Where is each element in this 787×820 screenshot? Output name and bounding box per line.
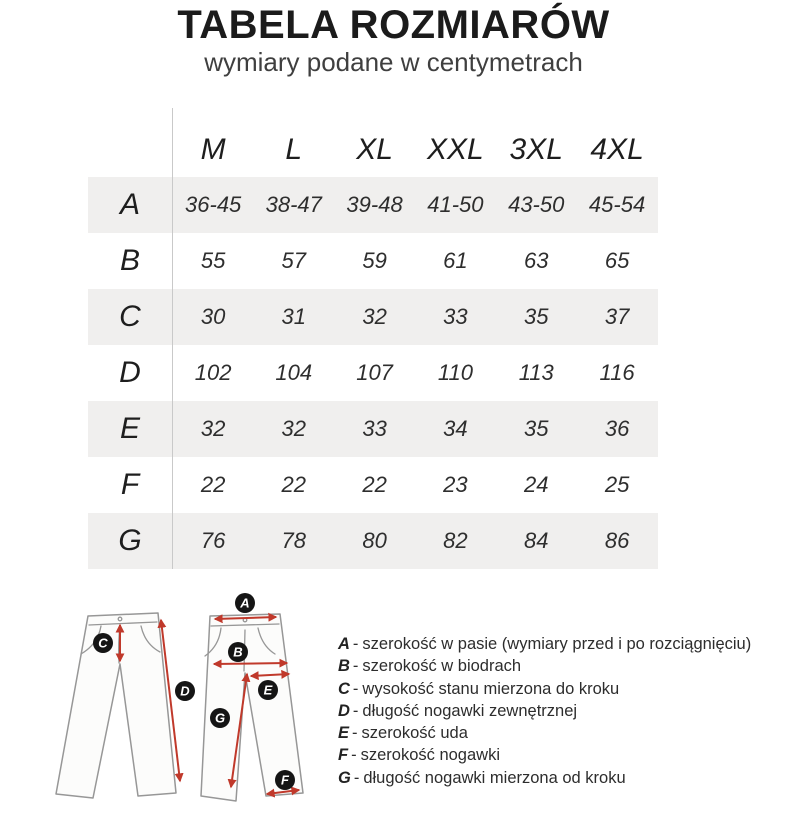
table-header-row [88,108,658,177]
size-cell: 35 [523,304,549,329]
size-cell: 36 [604,416,630,441]
badge-b: B [233,644,243,660]
row-label-g: G [118,524,142,557]
legend-letter: G [338,768,351,787]
legend-text: szerokość nogawki [360,746,500,765]
size-cell: 24 [523,472,549,497]
legend-text: wysokość stanu mierzona do kroku [362,679,620,698]
size-cell: 25 [604,472,630,497]
size-cell: 104 [275,360,313,385]
size-cell: 82 [443,528,468,553]
row-label-b: B [119,244,140,277]
measure-arrow-b [214,663,287,664]
size-cell: 78 [281,528,306,553]
legend-item-b [338,655,751,677]
column-header-l: L [285,133,303,166]
badge-g: G [214,710,226,726]
legend-separator: - [352,724,358,743]
legend-text: szerokość uda [361,724,468,743]
measurement-legend [338,633,751,789]
size-cell: 23 [443,472,468,497]
size-cell: 22 [362,472,387,497]
size-cell: 39-48 [346,192,403,217]
legend-separator: - [352,635,359,653]
row-label-f: F [120,468,140,501]
pants-measurement-diagram [53,586,345,818]
legend-text: długość nogawki zewnętrznej [362,701,578,720]
legend-letter: D [338,701,350,720]
size-cell: 35 [523,416,549,441]
legend-text: szerokość w pasie (wymiary przed i po rozciągnięciu) [362,635,752,653]
size-cell: 45-54 [588,192,646,217]
legend-item-g [338,767,751,789]
header [0,4,787,78]
table-row-b [88,233,658,289]
legend-separator: - [352,701,359,720]
size-cell: 22 [281,472,306,497]
size-cell: 33 [362,416,387,441]
badge-e: E [263,682,273,698]
row-label-c: C [119,300,141,333]
size-cell: 33 [443,304,468,329]
legend-item-c [338,678,751,700]
size-cell: 32 [281,416,306,441]
table-row-e [88,401,658,457]
legend-separator: - [353,768,360,787]
legend-separator: - [352,679,359,698]
table-corner [88,108,173,177]
size-cell: 31 [281,304,306,329]
pants-diagram-left [56,613,195,798]
size-cell: 22 [173,457,254,513]
page-title: TABELA ROZMIARÓW [177,3,610,47]
table-row-f [88,457,658,513]
legend-letter: C [338,679,350,698]
legend-item-f [338,744,751,766]
size-cell: 57 [281,248,306,273]
size-cell: 30 [173,289,254,345]
badge-a: A [240,595,250,611]
size-cell: 38-47 [265,192,322,217]
pants-diagram-right [201,593,303,801]
table-row-g [88,513,658,569]
row-label-d: D [119,356,141,389]
size-cell: 37 [604,304,630,329]
column-header-m: M [173,108,254,177]
column-header-4xl: 4XL [590,133,644,166]
size-table [88,108,658,569]
badge-d: D [180,683,190,699]
row-label-a: A [119,188,140,221]
column-header-xl: XL [356,133,393,166]
size-cell: 41-50 [427,192,484,217]
table-row-d [88,345,658,401]
size-cell: 36-45 [173,177,254,233]
legend-item-e [338,722,751,744]
size-cell: 86 [604,528,630,553]
size-cell: 34 [443,416,468,441]
size-cell: 65 [604,248,630,273]
legend-text: długość nogawki mierzona od kroku [363,768,626,787]
table-row-a [88,177,658,233]
size-cell: 59 [362,248,387,273]
badge-f: F [281,772,289,788]
legend-letter: E [338,724,350,743]
legend-letter: F [338,746,349,765]
size-cell: 107 [356,360,393,385]
size-cell: 80 [362,528,387,553]
row-label-e: E [119,412,140,445]
page-subtitle: wymiary podane w centymetrach [204,47,583,77]
size-cell: 113 [518,360,554,385]
legend-letter: A [338,635,350,653]
legend-text: szerokość w biodrach [362,657,522,676]
column-header-xxl: XXL [427,133,484,166]
table-row-c [88,289,658,345]
column-header-3xl: 3XL [509,133,563,166]
size-cell: 63 [523,248,549,273]
legend-item-d [338,700,751,722]
legend-item-a [338,633,751,655]
legend-letter: B [338,657,350,676]
size-cell: 32 [362,304,387,329]
size-cell: 61 [443,248,468,273]
size-cell: 116 [599,360,635,385]
size-cell: 102 [173,345,254,401]
size-cell: 76 [173,513,254,569]
size-cell: 110 [437,360,473,385]
legend-separator: - [351,746,357,765]
size-cell: 55 [173,233,254,289]
size-cell: 84 [523,528,549,553]
legend-separator: - [352,657,359,676]
size-cell: 32 [173,401,254,457]
badge-c: C [98,635,108,651]
size-cell: 43-50 [508,192,565,217]
